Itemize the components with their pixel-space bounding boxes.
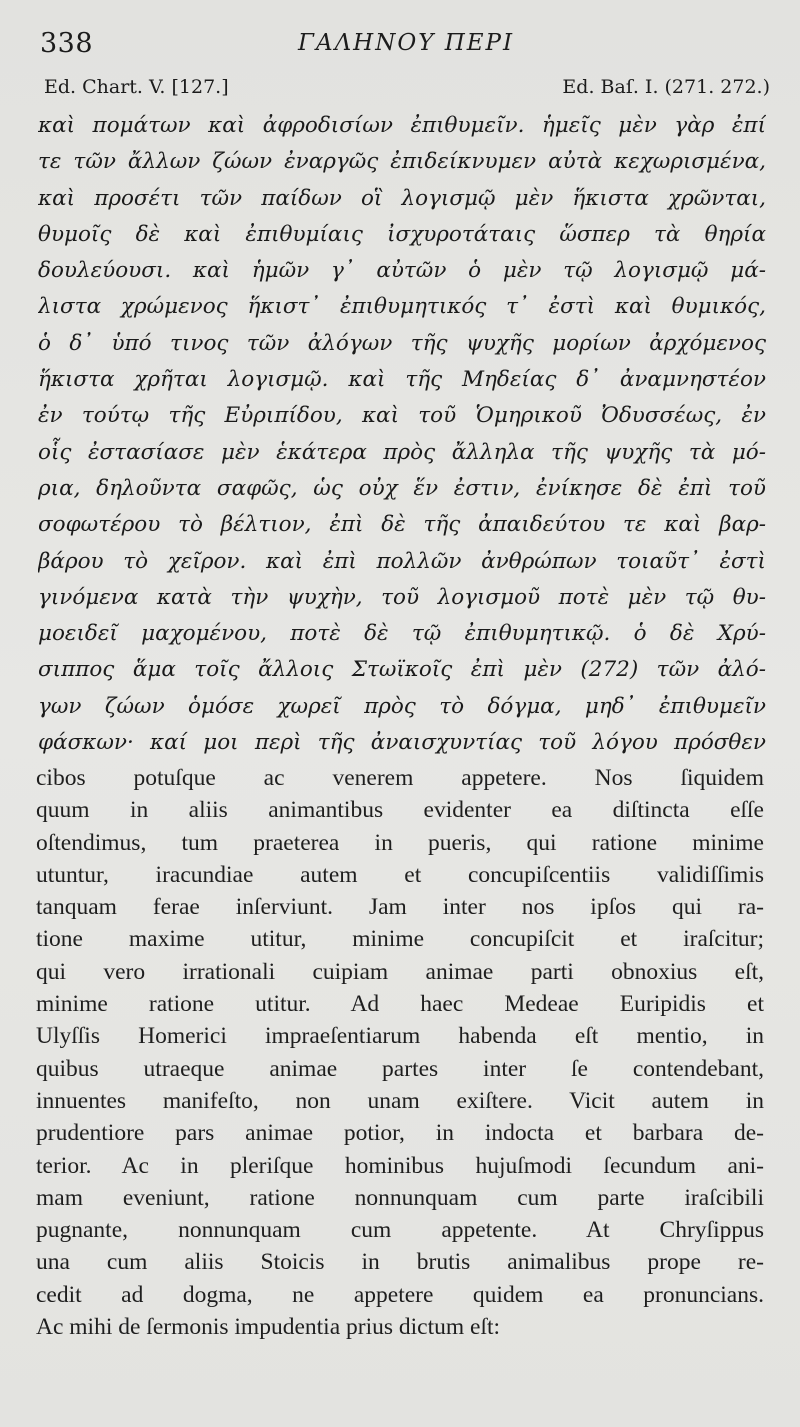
greek-line: καὶ προσέτι τῶν παίδων οἳ λογισμῷ μὲν ἥκιστα χρῶνται, xyxy=(38,185,766,211)
latin-line: qui vero irrationali cuipiam animae parti obnoxius eſt, xyxy=(36,958,764,985)
greek-line: σοφωτέρου τὸ βέλτιον, ἐπὶ δὲ τῆς ἀπαιδεύτου τε καὶ βαρ- xyxy=(38,512,766,538)
greek-line: καὶ πομάτων καὶ ἀφροδισίων ἐπιθυμεῖν. ἡμεῖς μὲν γὰρ ἐπί xyxy=(38,113,766,138)
latin-line: oſtendimus, tum praeterea in pueris, qui ratione minime xyxy=(36,829,764,856)
latin-line: tione maxime utitur, minime concupiſcit et iraſcitur; xyxy=(36,926,764,953)
latin-line: prudentiore pars animae potior, in indocta et barbara de- xyxy=(36,1120,764,1147)
latin-line: innuentes manifeſto, non unam exiſtere. Vicit autem in xyxy=(36,1087,764,1114)
greek-line: βάρου τὸ χεῖρον. καὶ ἐπὶ πολλῶν ἀνθρώπων τοιαῦτ᾽ ἐστὶ xyxy=(38,548,766,574)
greek-text-block xyxy=(38,108,766,761)
greek-line: οἷς ἐστασίασε μὲν ἑκάτερα πρὸς ἄλληλα τῆς ψυχῆς τὰ μό- xyxy=(38,439,766,465)
latin-line: utuntur, iracundiae autem et concupiſcentiis validiſſimis xyxy=(36,861,764,888)
latin-line: terior. Ac in pleriſque hominibus hujuſmodi ſecundum ani- xyxy=(36,1152,764,1179)
greek-line: ἥκιστα χρῆται λογισμῷ. καὶ τῆς Μηδείας δ᾽ ἀναμνηστέον xyxy=(38,367,766,393)
edition-reference-basel: Ed. Baſ. I. (271. 272.) xyxy=(562,76,770,98)
page-number: 338 xyxy=(40,28,94,59)
edition-reference-line xyxy=(44,76,770,104)
greek-line: γινόμενα κατὰ τὴν ψυχὴν, τοῦ λογισμοῦ ποτὲ μὲν τῷ θυ- xyxy=(38,584,766,610)
greek-line: ὁ δ᾽ ὑπό τινος τῶν ἀλόγων τῆς ψυχῆς μορίων ἀρχόμενος xyxy=(38,330,766,356)
greek-line: γων ζώων ὁμόσε χωρεῖ πρὸς τὸ δόγμα, μηδ᾽ ἐπιθυμεῖν xyxy=(38,693,766,719)
latin-translation-block xyxy=(36,762,764,1343)
latin-line: quibus utraeque animae partes inter ſe contendebant, xyxy=(36,1055,764,1082)
greek-line: θυμοῖς δὲ καὶ ἐπιθυμίαις ἰσχυροτάταις ὥσπερ τὰ θηρία xyxy=(38,221,766,247)
latin-line: mam eveniunt, ratione nonnunquam cum parte iraſcibili xyxy=(36,1184,764,1211)
greek-line: τε τῶν ἄλλων ζώων ἐναργῶς ἐπιδείκνυμεν αὐτὰ κεχωρισμένα, xyxy=(38,149,766,175)
greek-line: μοειδεῖ μαχομένου, ποτὲ δὲ τῷ ἐπιθυμητικῷ. ὁ δὲ Χρύ- xyxy=(38,621,766,647)
latin-line: Ulyſſis Homerici impraeſentiarum habenda eſt mentio, in xyxy=(36,1023,764,1050)
running-head xyxy=(40,28,780,66)
latin-line: pugnante, nonnunquam cum appetente. At Chryſippus xyxy=(36,1217,764,1244)
running-title: ΓΑΛΗΝΟΥ ΠΕΡΙ xyxy=(298,30,515,56)
edition-reference-chartier: Ed. Chart. V. [127.] xyxy=(44,76,229,98)
latin-line: minime ratione utitur. Ad haec Medeae Euripidis et xyxy=(36,991,764,1018)
latin-line: cibos potuſque ac venerem appetere. Nos ſiquidem xyxy=(36,765,764,791)
latin-line: Ac mihi de ſermonis impudentia prius dictum eſt: xyxy=(36,1314,501,1341)
latin-line: cedit ad dogma, ne appetere quidem ea pronuncians. xyxy=(36,1281,764,1308)
greek-line: σιππος ἅμα τοῖς ἄλλοις Στωϊκοῖς ἐπὶ μὲν (272) τῶν ἀλό- xyxy=(38,657,766,683)
greek-line: λιστα χρώμενος ἥκιστ᾽ ἐπιθυμητικός τ᾽ ἐστὶ καὶ θυμικός, xyxy=(38,294,766,320)
greek-line: δουλεύουσι. καὶ ἡμῶν γ᾽ αὐτῶν ὁ μὲν τῷ λογισμῷ μά- xyxy=(38,258,766,284)
latin-line: quum in aliis animantibus evidenter ea diſtincta eſſe xyxy=(36,797,764,824)
latin-line: una cum aliis Stoicis in brutis animalibus prope re- xyxy=(36,1249,764,1276)
greek-line: ἐν τούτῳ τῆς Εὐριπίδου, καὶ τοῦ Ὁμηρικοῦ Ὀδυσσέως, ἐν xyxy=(38,403,766,429)
greek-line: φάσκων· καί μοι περὶ τῆς ἀναισχυντίας τοῦ λόγου πρόσθεν xyxy=(38,730,766,756)
greek-line: ρια, δηλοῦντα σαφῶς, ὡς οὐχ ἕν ἐστιν, ἐνίκησε δὲ ἐπὶ τοῦ xyxy=(38,475,766,501)
latin-line: tanquam ferae inſerviunt. Jam inter nos ipſos qui ra- xyxy=(36,894,764,921)
